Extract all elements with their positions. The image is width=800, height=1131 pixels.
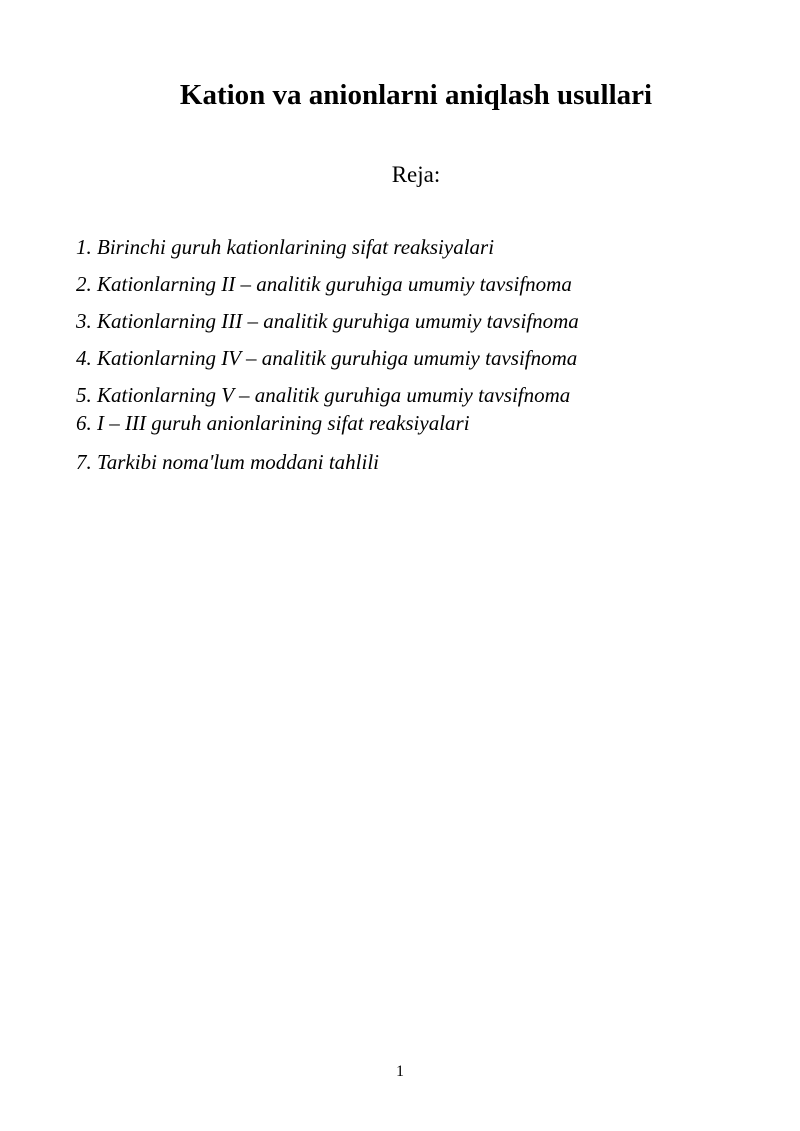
plan-heading: Reja: — [391, 162, 441, 187]
plan-item-5: 5. Kationlarning V – analitik guruhiga umumiy tavsifnoma — [76, 383, 571, 407]
plan-item-7: 7. Tarkibi noma'lum moddani tahlili — [76, 450, 379, 474]
plan-item-4: 4. Kationlarning IV – analitik guruhiga umumiy tavsifnoma — [76, 346, 578, 370]
plan-item-2: 2. Kationlarning II – analitik guruhiga umumiy tavsifnoma — [76, 272, 572, 296]
plan-item-1: 1. Birinchi guruh kationlarining sifat reaksiyalari — [76, 235, 495, 259]
plan-item-6: 6. I – III guruh anionlarining sifat reaksiyalari — [76, 411, 470, 435]
page-title: Kation va anionlarni aniqlash usullari — [179, 79, 653, 111]
plan-item-3: 3. Kationlarning III – analitik guruhiga umumiy tavsifnoma — [76, 309, 579, 333]
page-number: 1 — [396, 1063, 404, 1080]
